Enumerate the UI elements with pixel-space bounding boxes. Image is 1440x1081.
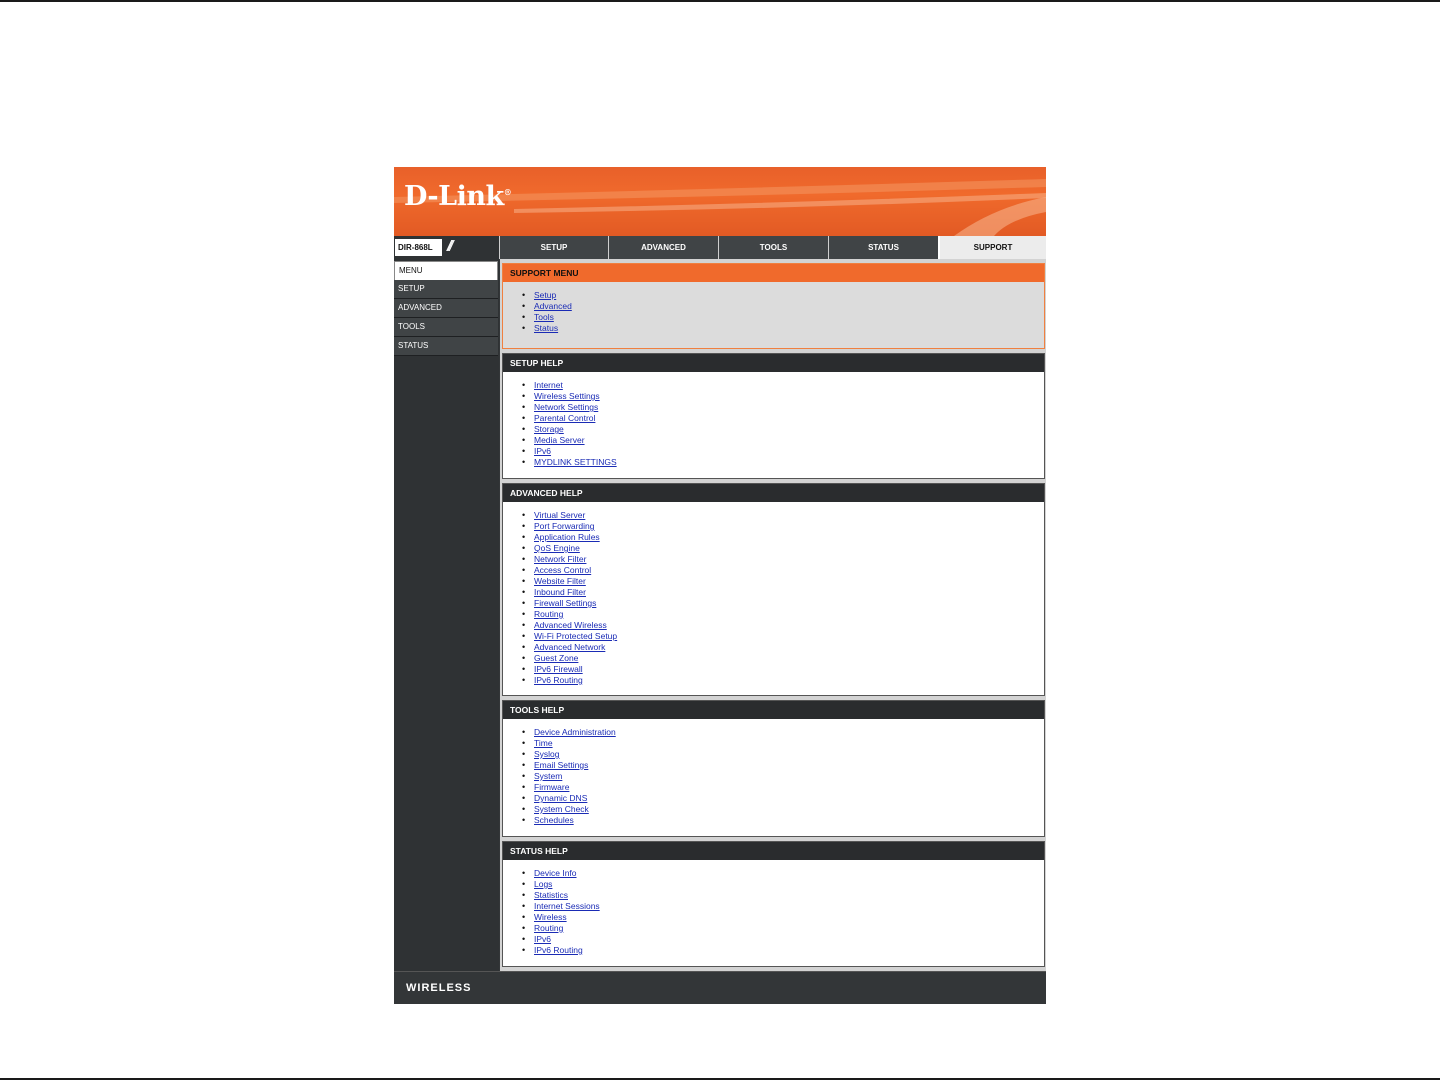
- help-link[interactable]: Setup: [534, 290, 557, 300]
- model-name: DIR-868L: [395, 239, 442, 256]
- help-link[interactable]: Logs: [534, 879, 553, 889]
- section-title: ADVANCED HELP: [503, 484, 1044, 502]
- list-item: [534, 598, 1044, 609]
- list-item: [534, 664, 1044, 675]
- logo-text: D-Link: [404, 181, 504, 212]
- help-link[interactable]: System Check: [534, 804, 589, 814]
- list-item: [534, 554, 1044, 565]
- help-link[interactable]: IPv6: [534, 934, 552, 944]
- help-link[interactable]: Website Filter: [534, 576, 586, 586]
- list-item: [534, 804, 1044, 815]
- help-link[interactable]: Application Rules: [534, 532, 600, 542]
- list-item: [534, 890, 1044, 901]
- dlink-logo[interactable]: D-Link®: [404, 181, 512, 212]
- list-item: [534, 290, 1044, 301]
- help-link[interactable]: MYDLINK SETTINGS: [534, 457, 617, 467]
- list-item: [534, 301, 1044, 312]
- link-list: [503, 372, 1044, 468]
- help-link[interactable]: Media Server: [534, 435, 585, 445]
- header-banner: [394, 167, 1046, 236]
- list-item: [534, 868, 1044, 879]
- help-link[interactable]: System: [534, 771, 563, 781]
- list-item: [534, 675, 1044, 686]
- list-item: [534, 642, 1044, 653]
- help-link[interactable]: Statistics: [534, 890, 569, 900]
- list-item: [534, 749, 1044, 760]
- help-link[interactable]: Internet Sessions: [534, 901, 600, 911]
- help-link[interactable]: Storage: [534, 424, 564, 434]
- model-badge: [394, 236, 499, 259]
- sidebar: [394, 259, 499, 971]
- section-title: SUPPORT MENU: [503, 264, 1044, 282]
- section-title: SETUP HELP: [503, 354, 1044, 372]
- list-item: [534, 402, 1044, 413]
- list-item: [534, 565, 1044, 576]
- tab-status[interactable]: STATUS: [828, 236, 938, 259]
- list-item: [534, 576, 1044, 587]
- list-item: [534, 609, 1044, 620]
- list-item: [534, 391, 1044, 402]
- link-list: [503, 502, 1044, 686]
- status-help-panel: [502, 841, 1045, 967]
- tab-support[interactable]: SUPPORT: [938, 236, 1046, 259]
- list-item: [534, 521, 1044, 532]
- sidebar-item-setup[interactable]: SETUP: [394, 280, 498, 299]
- help-link[interactable]: Time: [534, 738, 553, 748]
- wireless-footer-label: WIRELESS: [406, 982, 472, 994]
- advanced-help-panel: [502, 483, 1045, 696]
- help-link[interactable]: Advanced Network: [534, 642, 606, 652]
- list-item: [534, 934, 1044, 945]
- list-item: [534, 631, 1044, 642]
- section-title: TOOLS HELP: [503, 701, 1044, 719]
- help-link[interactable]: Status: [534, 323, 559, 333]
- list-item: [534, 760, 1044, 771]
- link-list: [503, 719, 1044, 826]
- list-item: [534, 413, 1044, 424]
- sidebar-item-advanced[interactable]: ADVANCED: [394, 299, 498, 318]
- help-link[interactable]: Parental Control: [534, 413, 596, 423]
- help-link[interactable]: IPv6 Routing: [534, 945, 583, 955]
- page-top-rule: [0, 0, 1440, 2]
- list-item: [534, 793, 1044, 804]
- sidebar-item-menu[interactable]: MENU: [394, 261, 498, 281]
- list-item: [534, 901, 1044, 912]
- setup-help-panel: [502, 353, 1045, 479]
- help-link[interactable]: Routing: [534, 923, 564, 933]
- help-link[interactable]: Schedules: [534, 815, 574, 825]
- list-item: [534, 446, 1044, 457]
- slash-decoration-icon: ///: [447, 238, 451, 255]
- help-link[interactable]: Guest Zone: [534, 653, 579, 663]
- list-item: [534, 587, 1044, 598]
- help-link[interactable]: Inbound Filter: [534, 587, 586, 597]
- help-link[interactable]: IPv6: [534, 446, 552, 456]
- help-link[interactable]: Network Filter: [534, 554, 587, 564]
- list-item: [534, 879, 1044, 890]
- main-content: [500, 259, 1046, 971]
- help-link[interactable]: Advanced Wireless: [534, 620, 607, 630]
- list-item: [534, 543, 1044, 554]
- list-item: [534, 653, 1044, 664]
- list-item: [534, 738, 1044, 749]
- help-link[interactable]: Wireless: [534, 912, 567, 922]
- help-link[interactable]: Firmware: [534, 782, 570, 792]
- router-admin-window: [394, 167, 1046, 1003]
- help-link[interactable]: Network Settings: [534, 402, 599, 412]
- list-item: [534, 424, 1044, 435]
- help-link[interactable]: Device Info: [534, 868, 577, 878]
- list-item: [534, 923, 1044, 934]
- help-link[interactable]: Syslog: [534, 749, 560, 759]
- tools-help-panel: [502, 700, 1045, 837]
- help-link[interactable]: Dynamic DNS: [534, 793, 588, 803]
- list-item: [534, 510, 1044, 521]
- list-item: [534, 945, 1044, 956]
- list-item: [534, 457, 1044, 468]
- link-list: [503, 282, 1044, 334]
- help-link[interactable]: IPv6 Routing: [534, 675, 583, 685]
- list-item: [534, 380, 1044, 391]
- help-link[interactable]: Email Settings: [534, 760, 589, 770]
- help-link[interactable]: Wi-Fi Protected Setup: [534, 631, 618, 641]
- list-item: [534, 312, 1044, 323]
- support-menu-panel: [502, 263, 1045, 349]
- help-link[interactable]: Routing: [534, 609, 564, 619]
- help-link[interactable]: Virtual Server: [534, 510, 586, 520]
- tab-setup[interactable]: SETUP: [499, 236, 608, 259]
- list-item: [534, 620, 1044, 631]
- list-item: [534, 532, 1044, 543]
- help-link[interactable]: Tools: [534, 312, 554, 322]
- sidebar-item-tools[interactable]: TOOLS: [394, 318, 498, 337]
- tab-advanced[interactable]: ADVANCED: [608, 236, 718, 259]
- link-list: [503, 860, 1044, 956]
- list-item: [534, 815, 1044, 826]
- page-bottom-rule: [0, 1078, 1440, 1080]
- section-title: STATUS HELP: [503, 842, 1044, 860]
- list-item: [534, 912, 1044, 923]
- top-nav-bar: [394, 236, 1046, 259]
- help-link[interactable]: Device Administration: [534, 727, 616, 737]
- help-link[interactable]: Advanced: [534, 301, 572, 311]
- list-item: [534, 782, 1044, 793]
- help-link[interactable]: IPv6 Firewall: [534, 664, 583, 674]
- help-link[interactable]: Wireless Settings: [534, 391, 600, 401]
- list-item: [534, 771, 1044, 782]
- tab-tools[interactable]: TOOLS: [718, 236, 828, 259]
- help-link[interactable]: Access Control: [534, 565, 592, 575]
- footer-bar: [394, 971, 1046, 1004]
- list-item: [534, 727, 1044, 738]
- help-link[interactable]: Firewall Settings: [534, 598, 597, 608]
- help-link[interactable]: QoS Engine: [534, 543, 580, 553]
- help-link[interactable]: Port Forwarding: [534, 521, 595, 531]
- list-item: [534, 435, 1044, 446]
- list-item: [534, 323, 1044, 334]
- help-link[interactable]: Internet: [534, 380, 563, 390]
- sidebar-item-status[interactable]: STATUS: [394, 337, 498, 356]
